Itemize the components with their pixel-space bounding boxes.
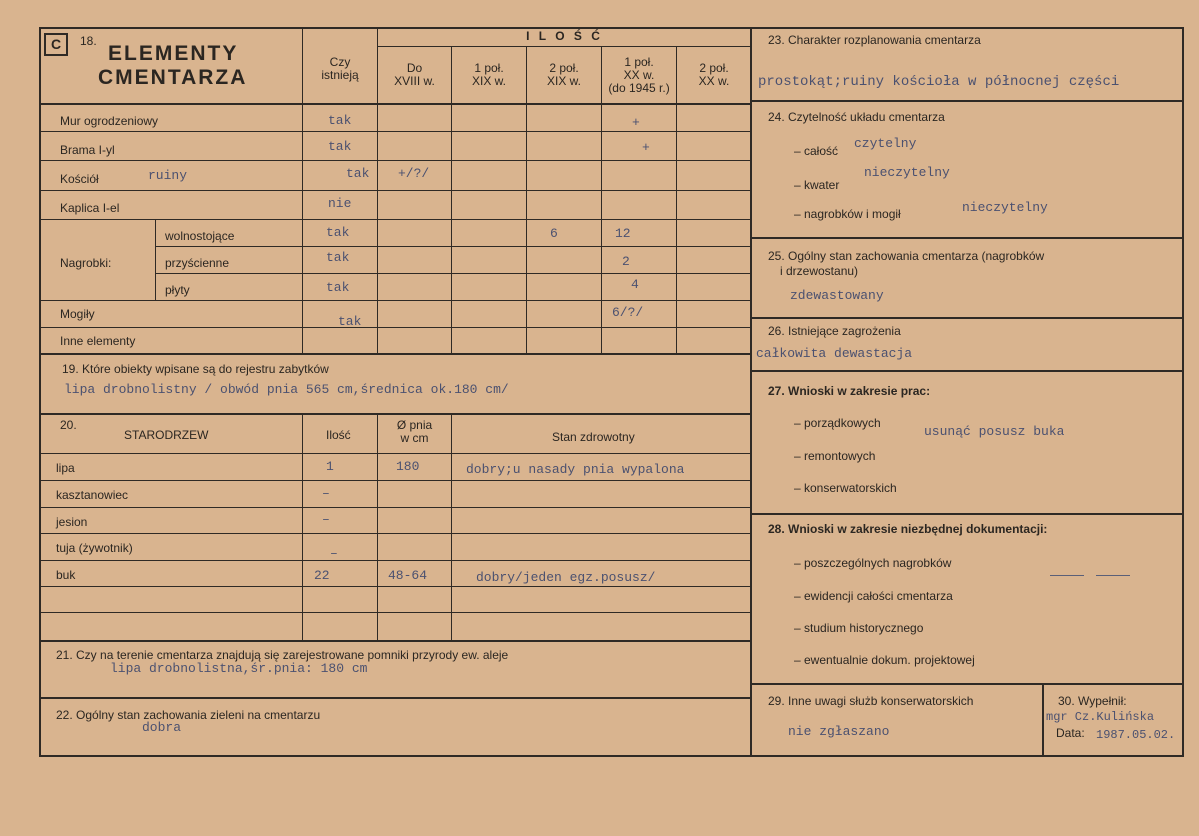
tree-ilosc-1: – <box>322 486 330 501</box>
tree-pien-4: 48-64 <box>388 568 428 583</box>
s18-title-line2: CMENTARZA <box>98 66 248 89</box>
s25-value: zdewastowany <box>790 288 884 303</box>
form-letter-box: C <box>44 33 68 56</box>
mogily-czy: tak <box>338 314 362 329</box>
s28-label: 28. Wnioski w zakresie niezbędnej dokumentacji: <box>768 522 1048 536</box>
s23-value: prostokąt;ruiny kościoła w północnej części <box>758 74 1120 90</box>
row-label-wolnostojace: wolnostojące <box>165 229 235 243</box>
s28-dash-1 <box>1050 575 1084 576</box>
s23-label: 23. Charakter rozplanowania cmentarza <box>768 33 981 47</box>
row-label-inne: Inne elementy <box>60 334 136 348</box>
czy-istnieja-header: Czy istnieją <box>321 55 359 82</box>
brama-p4: + <box>642 140 650 155</box>
period-header-2: 1 poł. XIX w. <box>471 61 506 88</box>
s27-item1: – porządkowych <box>794 416 881 430</box>
row-label-brama: Brama I-yl <box>60 143 115 157</box>
s24-kwater-value: nieczytelny <box>864 165 950 180</box>
s28-dash-2 <box>1096 575 1130 576</box>
row-label-plyty: płyty <box>165 283 190 297</box>
tree-ilosc-4: 22 <box>314 568 330 583</box>
frame-bottom <box>40 755 1184 757</box>
s18-title-line1: ELEMENTY <box>108 42 239 65</box>
period-header-5: 2 poł. XX w. <box>698 61 730 88</box>
kosciol-note: ruiny <box>148 168 188 183</box>
s28-item2: – ewidencji całości cmentarza <box>794 589 953 603</box>
s24-calosc-value: czytelny <box>854 136 917 151</box>
s29-value: nie zgłaszano <box>788 724 890 739</box>
frame-right <box>1182 27 1184 757</box>
s20-number: 20. <box>60 418 77 432</box>
s21-label: 21. Czy na terenie cmentarza znajdują się zarejestrowane pomniki przyrody ew. aleje <box>56 648 509 662</box>
tree-name-1: kasztanowiec <box>56 488 129 502</box>
s22-label: 22. Ogólny stan zachowania zieleni na cmentarzu <box>56 708 321 722</box>
tree-ilosc-0: 1 <box>326 459 334 474</box>
kosciol-czy: tak <box>346 166 370 181</box>
s30-data-label: Data: <box>1056 726 1085 740</box>
kaplica-czy: nie <box>328 196 352 211</box>
s24-nagrobkow-value: nieczytelny <box>962 200 1048 215</box>
wolno-p3: 6 <box>550 226 558 241</box>
plyty-czy: tak <box>326 280 350 295</box>
tree-stan-0: dobry;u nasady pnia wypalona <box>466 462 685 477</box>
przy-czy: tak <box>326 250 350 265</box>
s22-value: dobra <box>142 720 182 735</box>
s26-label: 26. Istniejące zagrożenia <box>768 324 901 338</box>
przy-p4: 2 <box>622 254 630 269</box>
s28-item4: – ewentualnie dokum. projektowej <box>794 653 975 667</box>
s28-item1: – poszczególnych nagrobków <box>794 556 952 570</box>
mur-czy: tak <box>328 113 352 128</box>
frame-left <box>39 27 41 757</box>
s27-label: 27. Wnioski w zakresie prac: <box>768 384 931 398</box>
s30-date: 1987.05.02. <box>1096 728 1176 742</box>
period-header-1: Do XVIII w. <box>394 61 435 88</box>
row-label-mur: Mur ogrodzeniowy <box>60 114 159 128</box>
s24-kwater: – kwater <box>794 178 840 192</box>
s21-value: lipa drobnolistna,śr.pnia: 180 cm <box>110 661 368 676</box>
row-label-nagrobki: Nagrobki: <box>60 256 112 270</box>
period-header-3: 2 poł. XIX w. <box>546 61 581 88</box>
s20-col-pien: Ø pnia w cm <box>396 418 433 445</box>
s24-nagrobkow: – nagrobków i mogił <box>794 207 901 221</box>
s20-col-stan: Stan zdrowotny <box>552 430 635 444</box>
tree-pien-0: 180 <box>396 459 420 474</box>
kosciol-p1: +/?/ <box>398 166 430 181</box>
row-label-mogily: Mogiły <box>60 307 95 321</box>
tree-ilosc-2: – <box>322 512 330 527</box>
s28-item3: – studium historycznego <box>794 621 924 635</box>
s19-label: 19. Które obiekty wpisane są do rejestru zabytków <box>62 362 329 376</box>
wolno-czy: tak <box>326 225 350 240</box>
s24-calosc: – całość <box>794 144 839 158</box>
row-label-kaplica: Kaplica I-el <box>60 201 120 215</box>
middle-divider <box>750 27 752 757</box>
mogily-p4: 6/?/ <box>612 305 644 320</box>
s26-value: całkowita dewastacja <box>756 346 913 361</box>
plyty-p4: 4 <box>631 277 639 292</box>
s25-label1: 25. Ogólny stan zachowania cmentarza (nagrobków <box>768 249 1045 263</box>
s29-label: 29. Inne uwagi służb konserwatorskich <box>768 694 974 708</box>
frame-top <box>40 27 1184 29</box>
s24-label: 24. Czytelność układu cmentarza <box>768 110 945 124</box>
s19-value: lipa drobnolistny / obwód pnia 565 cm,średnica ok.180 cm/ <box>64 382 509 397</box>
s30-name: mgr Cz.Kulińska <box>1046 710 1155 724</box>
wolno-p4: 12 <box>615 226 631 241</box>
s25-label2: i drzewostanu) <box>780 264 859 278</box>
s30-label: 30. Wypełnił: <box>1058 694 1127 708</box>
tree-name-2: jesion <box>56 515 88 529</box>
s27-item3: – konserwatorskich <box>794 481 897 495</box>
row-label-przyscienne: przyścienne <box>165 256 230 270</box>
period-header-4: 1 poł. XX w. (do 1945 r.) <box>608 55 670 95</box>
s20-title: STARODRZEW <box>124 428 209 442</box>
s18-number: 18. <box>80 34 97 48</box>
tree-name-3: tuja (żywotnik) <box>56 541 133 555</box>
s20-col-ilosc: Ilość <box>326 428 351 442</box>
tree-name-0: lipa <box>56 461 75 475</box>
ilosc-header: I L O Ś Ć <box>526 29 603 43</box>
tree-ilosc-3: – <box>330 546 338 561</box>
s27-item1-value: usunąć posusz buka <box>924 424 1065 439</box>
tree-name-4: buk <box>56 568 76 582</box>
row-label-kosciol: Kościół <box>60 172 99 186</box>
brama-czy: tak <box>328 139 352 154</box>
s27-item2: – remontowych <box>794 449 876 463</box>
tree-stan-4: dobry/jeden egz.posusz/ <box>476 570 656 585</box>
mur-p4: + <box>632 115 640 130</box>
